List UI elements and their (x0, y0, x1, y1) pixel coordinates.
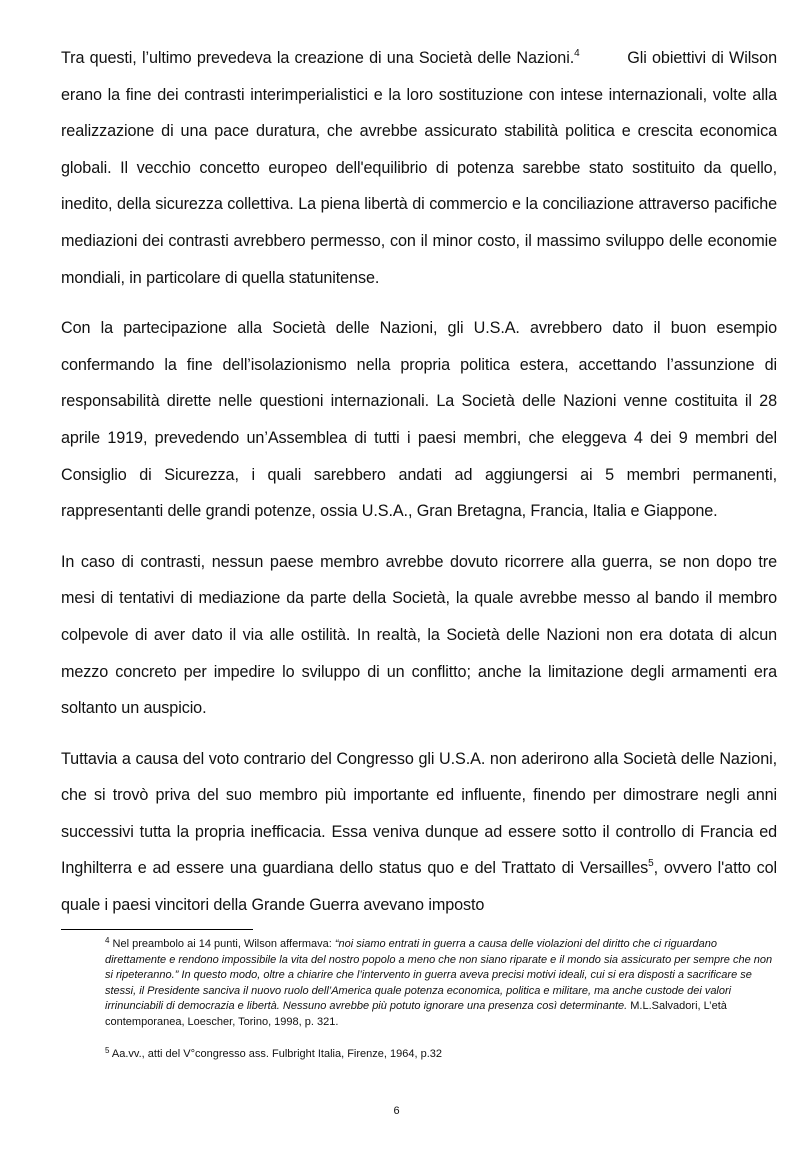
footnote-4 (105, 937, 778, 1031)
paragraph-1-text-a: Tra questi, l’ultimo prevedeva la creazione di una Società delle Nazioni. (61, 49, 575, 67)
paragraph-2: Con la partecipazione alla Società delle Nazioni, gli U.S.A. avrebbero dato il buon esempio confermando la fine dell’isolazionismo nella propria politica estera, accettando l’assunzione di responsabilità dirette nelle questioni internazionali. La Società delle Nazioni venne costituita il 28 aprile 1919, prevedendo un’Assemblea di tutti i paesi membri, che eleggeva 4 dei 9 membri del Consiglio di Sicurezza, i quali sarebbero andati ad aggiungersi ai 5 membri permanenti, rappresentanti delle grandi potenze, ossia U.S.A., Gran Bretagna, Francia, Italia e Giappone. (61, 319, 777, 521)
paragraph-1-text-b: Gli obiettivi di Wilson erano la fine dei contrasti interimperialistici e la loro sostituzione con intese internazionali, volte alla realizzazione di una pace duratura, che avrebbe assicurato stabilità politica e crescita economica globali. Il vecchio concetto europeo dell'equilibrio di potenza sarebbe stato sostituito da quello, inedito, della sicurezza collettiva. La piena libertà di commercio e la conciliazione attraverso pacifiche mediazioni dei contrasti avrebbero permesso, con il minor costo, il massimo sviluppo delle economie mondiali, in particolare di quella statunitense. (61, 49, 777, 287)
footnote-4-intro: Nel preambolo ai 14 punti, Wilson affermava: (112, 938, 335, 950)
paragraph-1 (61, 40, 777, 296)
page-number: 6 (393, 1105, 400, 1117)
body-text (61, 40, 777, 938)
footnotes (105, 937, 778, 1078)
paragraph-4-text-b: , ovvero l'atto col quale i paesi vincitori della Grande Guerra avevano imposto (61, 859, 777, 915)
paragraph-4 (61, 741, 777, 924)
footnote-separator (61, 929, 253, 930)
footnote-4-number: 4 (105, 936, 110, 945)
footnote-ref-5[interactable]: 5 (648, 858, 654, 870)
footnote-ref-4[interactable]: 4 (574, 48, 580, 59)
footnote-4-source: M.L.Salvadori, L’età contemporanea, Loescher, Torino, 1998, p. 321. (105, 1000, 727, 1028)
paragraph-4-text-a: Tuttavia a causa del voto contrario del Congresso gli U.S.A. non aderirono alla Società delle Nazioni, che si trovò priva del suo membro più importante ed influente, finendo per dimostrare negli anni successivi tutta la propria inefficacia. Essa veniva dunque ad essere sotto il controllo di Francia ed Inghilterra e ad essere una guardiana dello status quo e del Trattato di Versailles (61, 749, 777, 878)
footnote-5-text: Aa.vv., atti del V°congresso ass. Fulbright Italia, Firenze, 1964, p.32 (111, 1047, 442, 1060)
footnote-5 (105, 1047, 778, 1063)
paragraph-3: In caso di contrasti, nessun paese membro avrebbe dovuto ricorrere alla guerra, se non dopo tre mesi di tentativi di mediazione da parte della Società, la quale avrebbe messo al bando il membro colpevole di aver dato il via alle ostilità. In realtà, la Società delle Nazioni non era dotata di alcun mezzo concreto per impedire lo sviluppo di un conflitto; anche la limitazione degli armamenti era soltanto un auspicio. (61, 552, 777, 718)
footnote-4-quote: “noi siamo entrati in guerra a causa delle violazioni del diritto che ci riguardano direttamente e rendono impossibile la vita del nostro popolo a meno che non siano riparate e il mondo sia assicurato per sempre che non si ripeteranno.” In questo modo, oltre a chiarire che l’intervento in guerra aveva precisi motivi ideali, cui si era disposti a sacrificare se stessi, il Presidente sanciva il nuovo ruolo dell’America quale potenza economica, politica e militare, ma anche custode dei valori irrinunciabili di democrazia e libertà. Nessuno avrebbe più potuto ignorare una presenza così determinante. (105, 938, 773, 1013)
footnote-5-number: 5 (105, 1045, 110, 1055)
